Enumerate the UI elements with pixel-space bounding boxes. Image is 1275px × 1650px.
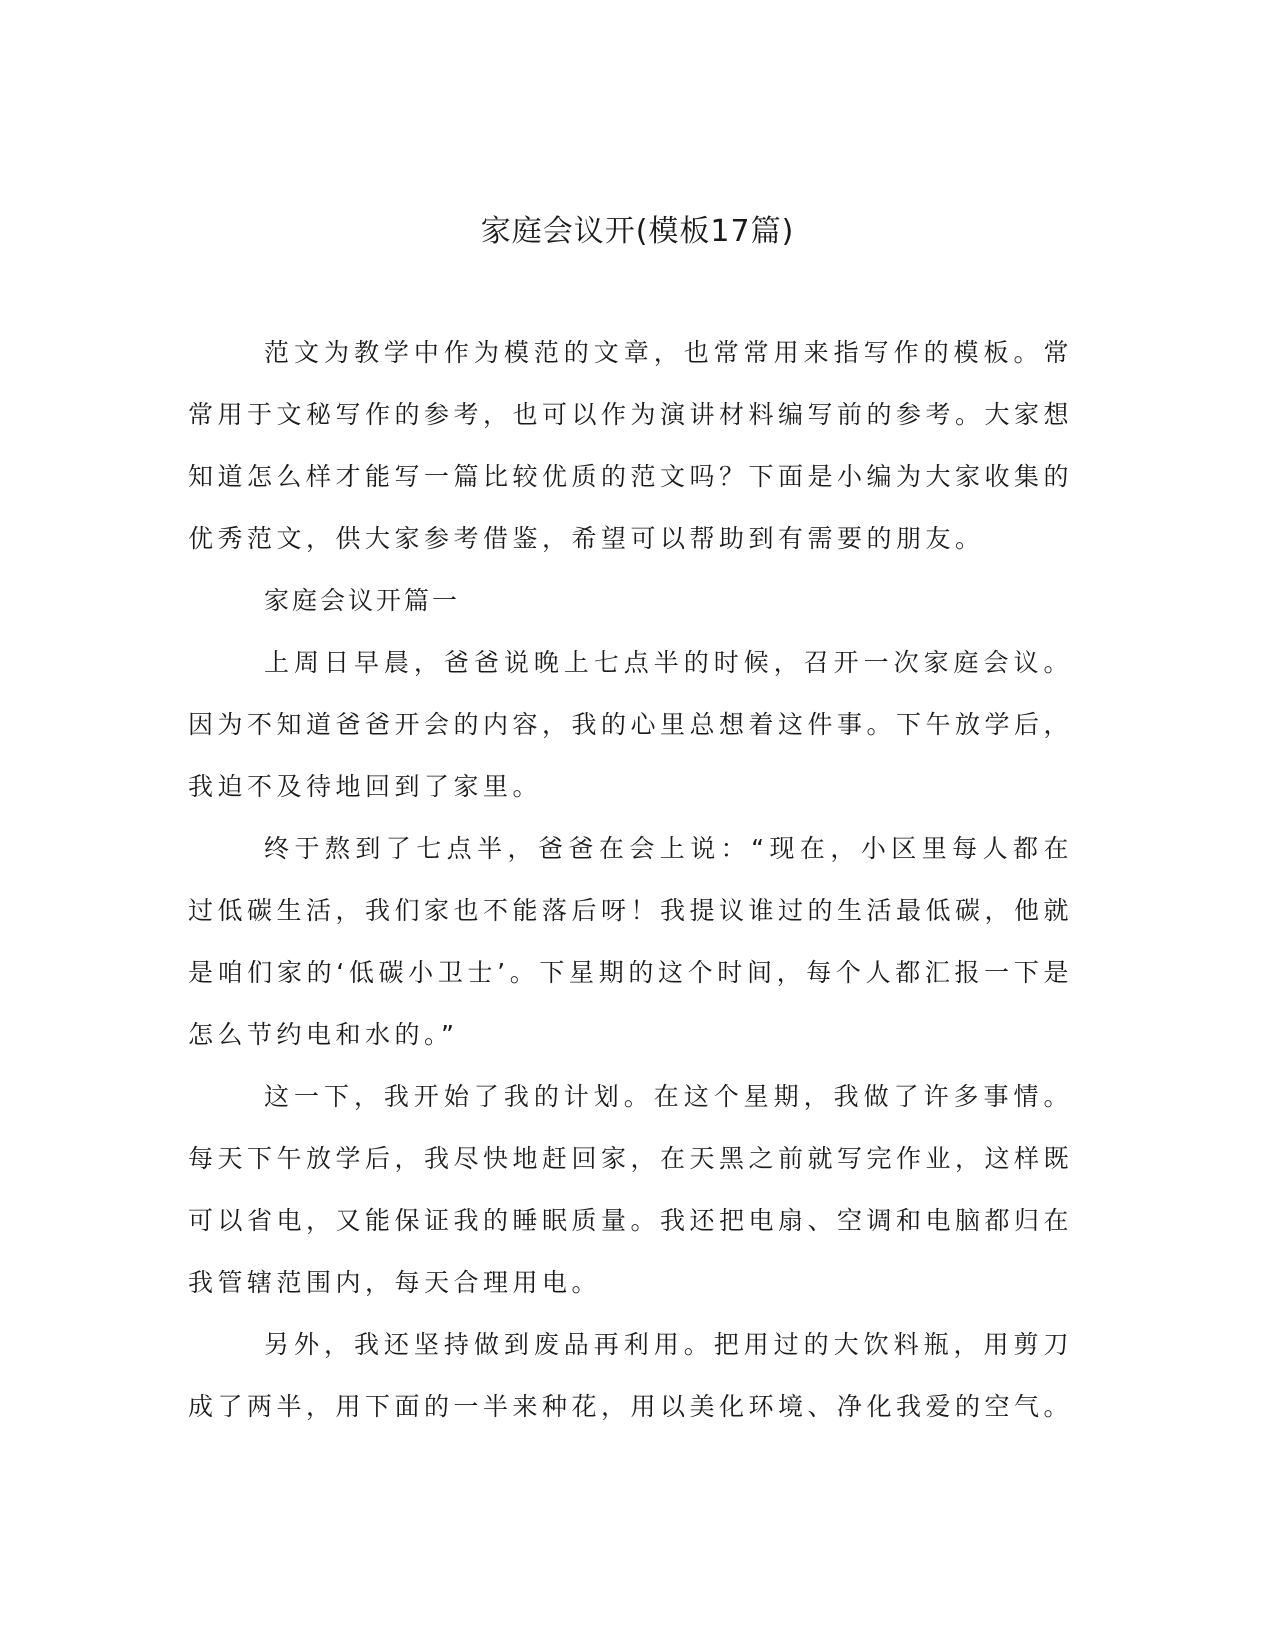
intro-paragraph: 范文为教学中作为模范的文章，也常常用来指写作的模板。常常用于文秘写作的参考，也可以作为演讲材料编写前的参考。大家想知道怎么样才能写一篇比较优质的范文吗？下面是小编为大家收集的优秀范文，供大家参考借鉴，希望可以帮助到有需要的朋友。 xyxy=(188,338,1074,553)
document-title: 家庭会议开(模板17篇) xyxy=(480,214,795,249)
body-paragraph: 另外，我还坚持做到废品再利用。把用过的大饮料瓶，用剪刀成了两半，用下面的一半来种花，用以美化环境、净化我爱的空气。 xyxy=(188,1330,1074,1421)
body-paragraph: 上周日早晨，爸爸说晚上七点半的时候，召开一次家庭会议。因为不知道爸爸开会的内容，我的心里总想着这件事。下午放学后，我迫不及待地回到了家里。 xyxy=(188,648,1074,801)
body-paragraph: 终于熬到了七点半，爸爸在会上说：“现在，小区里每人都在过低碳生活，我们家也不能落后呀！我提议谁过的生活最低碳，他就是咱们家的‘低碳小卫士’。下星期的这个时间，每个人都汇报一下是怎么节约电和水的。” xyxy=(188,834,1074,1049)
document-body xyxy=(188,322,1073,1438)
section-heading: 家庭会议开篇一 xyxy=(264,586,461,615)
body-paragraph: 这一下，我开始了我的计划。在这个星期，我做了许多事情。每天下午放学后，我尽快地赶回家，在天黑之前就写完作业，这样既可以省电，又能保证我的睡眠质量。我还把电扇、空调和电脑都归在我管辖范围内，每天合理用电。 xyxy=(188,1082,1074,1297)
